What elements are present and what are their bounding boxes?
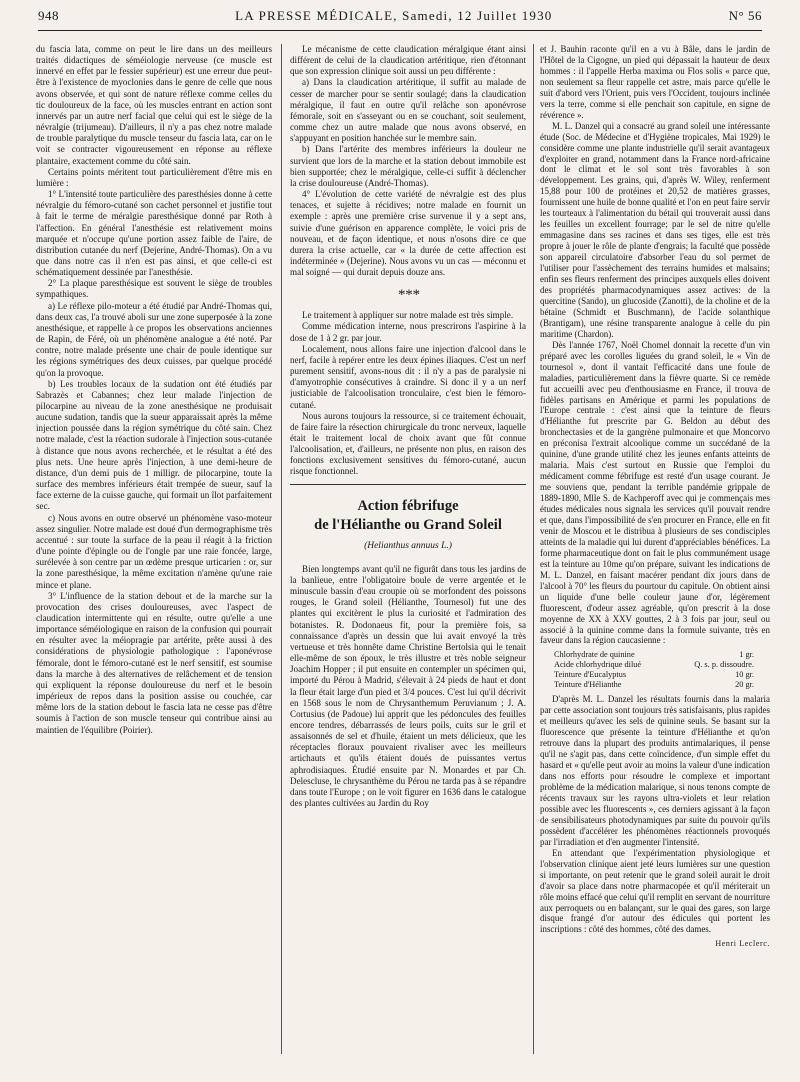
page-header xyxy=(38,8,762,31)
paragraph: D'après M. L. Danzel les résultats fournis dans la malaria par cette association sont toujours très satisfaisants, plus rapides et meilleurs qu'avec les sels de quinine seuls. Se basant sur la fluorescence que présente la teinture d'Hélianthe et qu'on retrouve dans la plupart des produits antimalariques, il pense qu'il ne s'agit pas, dans cette coïncidence, d'un simple effet du hasard et « qu'elle peut avoir au moins la valeur d'une indication dans nos efforts pour résoudre le complexe et important problème de la médication malarique, si nous tenons compte de récents travaux sur les rayons ultra-violets et leur relation possible avec les fluorescents », ces derniers agissant à la façon de sensibilisateurs photodynamiques par suite du pouvoir qu'ils possèdent d'accélérer les phénomènes réactionnels provoqués par l'irradiation et d'en augmenter l'intensité. xyxy=(540,694,770,847)
paragraph: c) Nous avons en outre observé un phénomène vaso-moteur assez singulier. Notre malade est doué d'un dermographisme très accentué : sur toute la surface de la peau il réagit à la friction d'une pointe d'épingle ou de l'ongle par une raie foncée, large, surélevée à son centre par un œdème presque urticarien : or, sur la zone paresthésique, la même excitation n'amène qu'une raie mince et plane. xyxy=(36,512,272,590)
formula-dose: 10 gr. xyxy=(735,670,754,680)
section-divider xyxy=(290,484,526,485)
article-title-line-1: Action fébrifuge xyxy=(357,497,459,514)
paragraph: Comme médication interne, nous prescrirons l'aspirine à la dose de 1 à 2 gr. par jour. xyxy=(290,321,526,343)
paragraph: Dès l'année 1767, Noël Chomel donnait la recette d'un vin préparé avec les corolles liguées du grand soleil, le « Vin de tournesol », dont il vantait l'efficacité dans une foule de maladies, particulièrement dans la fièvre quarte. Si ce remède fut accueilli avec peu d'enthousiasme en France, il trouva de fidèles partisans en Amérique et parmi les populations de l'Europe centrale : c'est ainsi que la teinture de fleurs d'Hélianthe fut prescrite par G. Beldon au début des bronchectasies et de la gangrène pulmonaire et que Moncorvo en préconisa l'extrait alcoolique comme un succédané de la quinine, d'une grande utilité chez les jeunes enfants atteints de malaria. Mais c'est surtout en Russie que l'emploi du médicament comme fébrifuge est resté d'un usage courant. Je me souviens que, pendant la terrible pandémie grippale de 1889-1890, Mlle S. de Kachperoff avec qui je commençais mes études médicales nous signala les services qu'il pouvait rendre et que, dans l'impossibilité de s'en procurer en France, elle en fit venir de Moscou et le distribua à plusieurs de ses condisciples atteints de la maladie qui lui durent d'appréciables bénéfices. La forme pharmaceutique dont on fait le plus communément usage est la teinture au 10me qu'on prépare, suivant les indications de M. L. Danzel, en faisant macérer pendant dix jours dans de l'alcool à 70° les fleurs du pourtour du capitule. On obtient ainsi un liquide d'une belle couleur jaune d'or, légèrement fluorescent, d'odeur assez agréable, qu'on prescrit à la dose moyenne de XX à XXV gouttes, 2 à 3 fois par jour, seul ou associé à la quinine comme dans la formule suivante, très en faveur dans la région caucasienne : xyxy=(540,339,770,646)
section-asterism: * * * xyxy=(398,287,418,304)
formula-line xyxy=(554,650,754,660)
formula-ingredient: Acide chlorhydrique dilué xyxy=(554,660,642,670)
column-2 xyxy=(290,44,526,1066)
formula-line xyxy=(554,680,754,690)
paragraph: 4° L'évolution de cette variété de névralgie est des plus tenaces, et sujette à récidives; notre malade en fournit un exemple : après une première crise survenue il y a sept ans, suivie d'une guérison en apparence complète, le voici pris de nouveau, et de façon identique, et nous n'osons dire ce que durera la crise actuelle, car « la durée de cette affection est indéterminée » (Dejerine). Nous avons vu un cas — méconnu et mal soigné — qui durait depuis douze ans. xyxy=(290,189,526,278)
paragraph: En attendant que l'expérimentation physiologique et l'observation clinique aient jeté leurs lumières sur une question si importante, on peut retenir que le grand soleil aurait le droit d'avoir sa place dans notre pharmacopée et qu'il mériterait un rôle moins effacé que celui qu'il remplit en servant de nourriture aux perroquets ou en balançant, sur le quai des gares, son large disque frangé d'or autour des édicules qui portent les inscriptions : côté des hommes, côté des dames. xyxy=(540,847,770,935)
paragraph: Le mécanisme de cette claudication méralgique étant ainsi différent de celui de la claudication artéritique, rien d'étonnant que son expression clinique soit aussi un peu différente : xyxy=(290,44,526,77)
paragraph: 1° L'intensité toute particulière des paresthésies donne à cette névralgie du fémoro-cutané son cachet personnel et justifie tout à fait le terme de méralgie paresthésique donné par Roth à l'affection. En général l'anesthésie est relativement moins marquée et n'occupe qu'une portion assez faible de l'aire, de distribution cutanée du nerf (Dejerine, André-Thomas). On a vu que dans notre cas il n'en est pas ainsi, et que celle-ci est schématiquement dessinée par l'anesthésie. xyxy=(36,189,272,278)
formula-dose: 1 gr. xyxy=(739,650,754,660)
article-title xyxy=(290,497,526,535)
paragraph: 2° La plaque paresthésique est souvent le siège de troubles sympathiques. xyxy=(36,278,272,300)
formula-ingredient: Teinture d'Hélianthe xyxy=(554,680,622,690)
column-rule-right xyxy=(533,44,534,1054)
issue-number: N° 56 xyxy=(728,8,762,23)
author-signature: Henri Leclerc. xyxy=(715,939,770,949)
formula-ingredient: Chlorhydrate de quinine xyxy=(554,650,635,660)
paragraph: Certains points méritent tout particulièrement d'être mis en lumière : xyxy=(36,166,272,188)
paragraph: a) Dans la claudication artéritique, il suffit au malade de cesser de marcher pour se sentir soulagé; dans la claudication méralgique, il faut en outre qu'il relâche son aponévrose fémorale, soit en s'asseyant ou en se couchant, soit seulement, comme chez un autre malade que nous avons observé, en s'appuyant en position hanchée sur le membre sain. xyxy=(290,77,526,144)
formula-line xyxy=(554,670,754,680)
paragraph: b) Les troubles locaux de la sudation ont été étudiés par Sabrazès et Cabannes; chez leur malade l'injection de pilocarpine au niveau de la zone anesthésique ne produisait aucune sudation, tandis que la sueur apparaissait après la même injection poussée dans la région symétrique du côté sain. Chez notre malade, c'est la réaction sudorale à l'injection sous-cutanée à distance que nous avons recherchée, et le résultat a été des plus nets. Une heure après l'injection, à une demi-heure de distance, d'un demi puis de 1 milligr. de pilocarpine, toute la surface des membres inférieurs était trempée de sueur, sauf la face externe de la cuisse gauche, qui formait un îlot parfaitement sec. xyxy=(36,378,272,512)
paragraph: Bien longtemps avant qu'il ne figurât dans tous les jardins de la banlieue, entre l'obligatoire boule de verre argentée et le minuscule bassin d'eau croupie où se morfondent des poissons rouges, le Grand soleil (Hélianthe, Tournesol) fut une des plantes qui excitèrent le plus la curiosité et l'admiration des botanistes. R. Dodonaeus fit, pour la première fois, sa connaissance d'après un dessin que lui avait envoyé la très vertueuse et très honnête dame Christine Bertolsia qui le tenait elle-même de son époux, le très illustre et très noble seigneur Joachim Hopper ; il put ensuite en contempler un spécimen qui, importé du Pérou à Madrid, s'élevait à 24 pieds de haut et dont la fleur était large d'un pied et 3/4 pouces. C'est lui qu'il décrivit en 1568 sous le nom de Chrysanthemum Peruvianum ; J. A. Cortusius (de Padoue) lui apprit que les pédoncules des feuilles encore tendres, débarrassés de leurs poils, cuits sur le gril et assaisonnés de sel et d'huile, étaient un mets délicieux, que les réceptacles floraux pouvaient rivaliser avec les meilleurs artichauts et qu'ils étaient doués de puissantes vertus aphrodisiaques. Étudié ensuite par N. Monardes et par Ch. Delescluse, le chrysanthème du Pérou ne tarda pas à se répandre dans toute l'Europe ; on le voit figurer en 1636 dans le catalogue des plantes cultivées au Jardin du Roy xyxy=(290,563,526,809)
article-title-line-2: de l'Hélianthe ou Grand Soleil xyxy=(314,516,502,533)
column-rule-left xyxy=(281,44,282,1054)
paragraph: M. L. Danzel qui a consacré au grand soleil une intéressante étude (Soc. de Médecine et d'Hygiène tropicales, Mai 1929) le considère comme une plante industrielle qu'il serait avantageux d'exploiter en grand, notamment dans la France nord-africaine dont le climat et le sol sont très favorables à son développement. Les grains, qui, d'après W. Wiley, renferment 15,88 pour 100 de protéines et 20,52 de matières grasses, fournissent une huile de bonne qualité et l'on en peut faire servir les tourteaux à l'alimentation du bétail qui trouverait aussi dans les feuilles un excellent fourrage; par le sel de nitre qu'elle emmagasine dans ses racines et dans ses tiges, elle est très propre à jouer le rôle de plante d'engrais; la faculté que possède son appareil circulatoire d'absorber l'eau du sol permet de l'utiliser pour l'assèchement des terrains humides et malsains; enfin ses fleurs renferment des principes auxquels elles doivent des propriétés pharmacodynamiques assez actives: de la quercitine (Sando), un glucoside (Zanotti), de la choline et de la bétaïne (Schmidt et Buschmann), de l'acide solanthique (Brantigam), une résine transparente analogue à celle du pin maritime (Chardon). xyxy=(540,120,770,339)
paragraph: Le traitement à appliquer sur notre malade est très simple. xyxy=(302,310,514,321)
page-number: 948 xyxy=(38,8,59,23)
formula-dose: Q. s. p. dissoudre. xyxy=(694,660,754,670)
paragraph: a) Le réflexe pilo-moteur a été étudié par André-Thomas qui, dans deux cas, l'a trouvé aboli sur une zone superposée à la zone anesthésique, et rappelle à ce propos les observations anciennes de Rapin, de Féré, où un phénomène analogue a été noté. Par contre, notre malade présente une chair de poule identique sur les régions symétriques des deux cuisses, par quelque procédé qu'on la provoque. xyxy=(36,300,272,378)
paragraph: 3° L'influence de la station debout et de la marche sur la provocation des crises douloureuses, avec l'aspect de claudication intermittente qui en résulte, outre qu'elle a une importance séméiologique en raison de la confusion qui pourrait en résulter avec la méiopragie par artérite, prête aussi à des considérations de physiologie pathologique : l'aponévrose fémorale, dont le fémoro-cutané est le nerf sensitif, est soumise dans la marche à des alternatives de relâchement et de tension qui expliquent la réponse douloureuse du nerf et le besoin impérieux de repos dans la position assise ou couchée, car même lors de la station debout le fascia lata ne cesse pas d'être soumis à l'action de son muscle tenseur qui contribue ainsi au maintien de l'équilibre (Poirier). xyxy=(36,590,272,735)
paragraph: du fascia lata, comme on peut le lire dans un des meilleurs traités didactiques de séméiologie nerveuse (ce muscle est innervé en effet par le fessier supérieur) est une erreur due peut-être à l'existence de myoclonies dans le genre de celle que nous avons observée, et qui sont de nature réflexe comme celles du tic douloureux de la face, où les muscles entrant en action sont innervés par un autre nerf facial que celui qui est le siège de la névralgie (trijumeau). D'ailleurs, il n'y a pas chez notre malade de trouble paralytique du muscle tenseur du fascia lata, car on le voit se contracter vigoureusement en réponse au réflexe plantaire, exactement comme du côté sain. xyxy=(36,44,272,166)
prescription-formula xyxy=(554,650,770,690)
formula-ingredient: Teinture d'Eucalyptus xyxy=(554,670,627,680)
article-subtitle: (Helianthus annuus L.) xyxy=(364,540,452,551)
column-3 xyxy=(540,44,770,1066)
paragraph: et J. Bauhin raconte qu'il en a vu à Bâle, dans le jardin de l'Hôtel de la Cigogne, un pied qui dépassait la hauteur de deux hommes : il l'appelle Herba maxima ou Flos solis « parce que, non seulement sa fleur rappelle cet astre, mais parce qu'elle le suit d'abord vers l'Orient, puis vers l'Occident, toujours inclinée vers la terre, comme si elle penchait son capitule, en signe de révérence ». xyxy=(540,44,770,120)
journal-date: LA PRESSE MÉDICALE, Samedi, 12 Juillet 1930 xyxy=(235,8,553,23)
paragraph: b) Dans l'artérite des membres inférieurs la douleur ne survient que lors de la marche et la station debout immobile est bien supportée; chez le méralgique, celle-ci suffit à déclencher la crise douloureuse (André-Thomas). xyxy=(290,144,526,188)
formula-dose: 20 gr. xyxy=(735,680,754,690)
formula-line xyxy=(554,660,754,670)
paragraph: Nous aurons toujours la ressource, si ce traitement échouait, de faire faire la résection chirurgicale du tronc nerveux, laquelle était le traitement local de choix avant que fût connue l'alcoolisation, et, d'ailleurs, ne présente non plus, en raison des fonctions exclusivement sensitives du fémoro-cutané, aucun risque fonctionnel. xyxy=(290,410,526,477)
paragraph: Localement, nous allons faire une injection d'alcool dans le nerf, facile à repérer entre les deux épines iliaques. C'est un nerf purement sensitif, avons-nous dit : il n'y a pas de paralysie ni d'amyotrophie consécutives à craindre. Si donc il y a un nerf justiciable de l'alcoolisation tronculaire, c'est bien le fémoro-cutané. xyxy=(290,343,526,410)
column-1 xyxy=(36,44,272,1066)
